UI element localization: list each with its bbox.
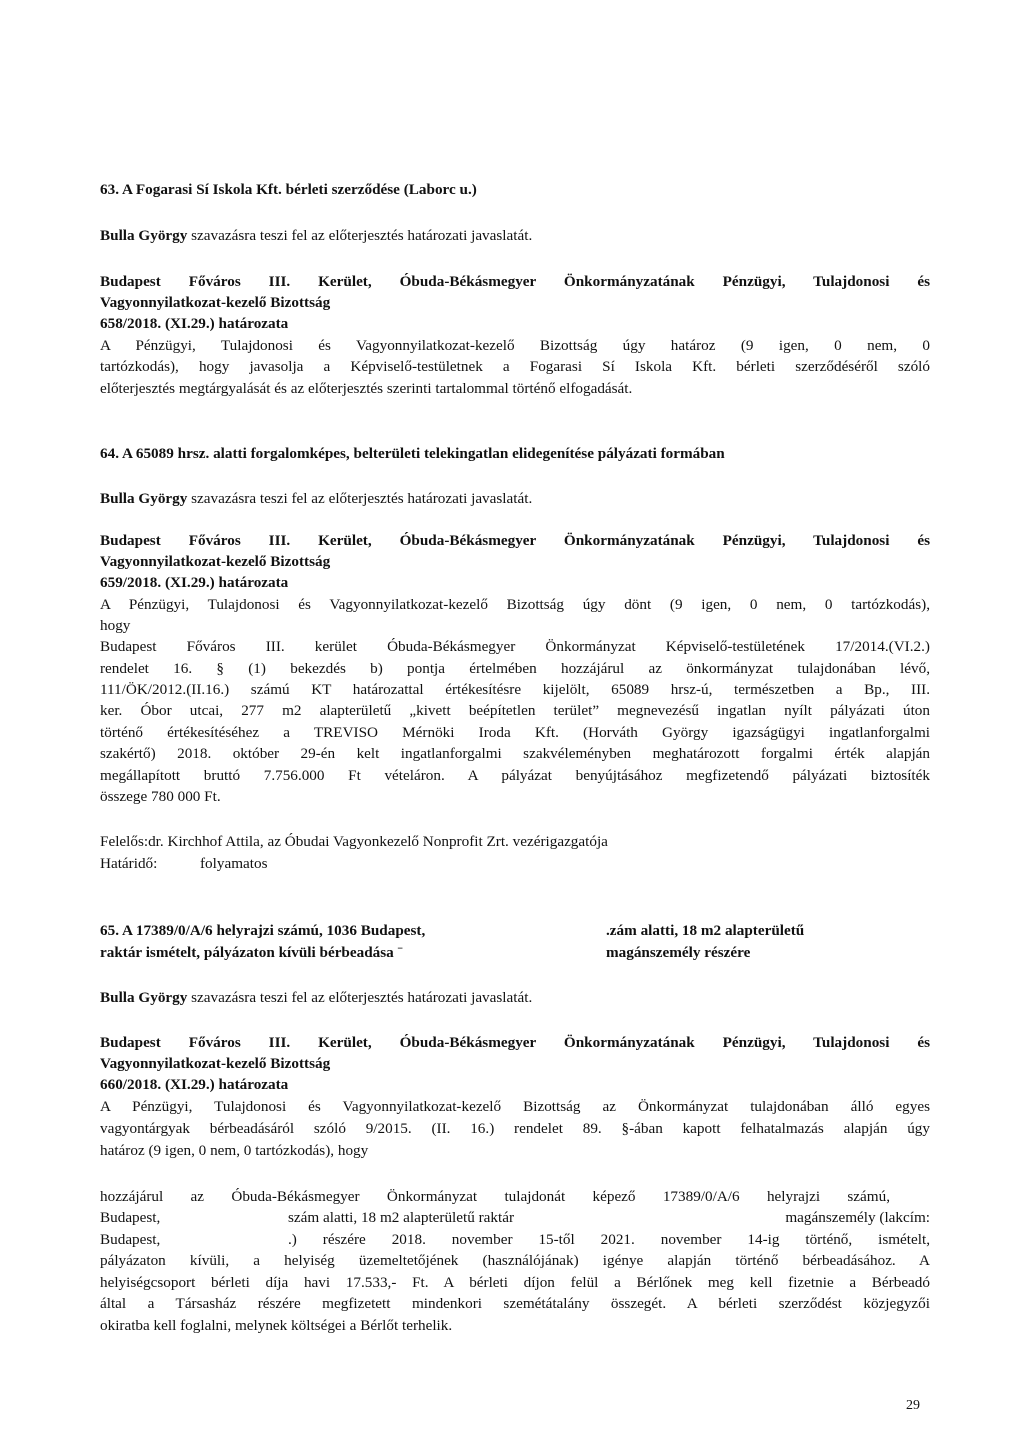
- section-63-vote: Bulla György szavazásra teszi fel az előterjesztés határozati javaslatát.: [100, 227, 533, 244]
- section-64-heading: 64. A 65089 hrsz. alatti forgalomképes, belterületi telekingatlan elidegenítése pályázati formában: [100, 445, 725, 462]
- section-65-vote: Bulla György szavazásra teszi fel az előterjesztés határozati javaslatát.: [100, 989, 533, 1006]
- section-63-resolution: 658/2018. (XI.29.) határozata: [100, 315, 289, 332]
- section-64-committee-line2: Vagyonnyilatkozat-kezelő Bizottság: [100, 553, 331, 570]
- section-65-heading-line1: [100, 921, 930, 941]
- section-64-body-9: megállapított bruttó 7.756.000 Ft vételáron. A pályázat benyújtásához megfizetendő pályázati biztosíték: [100, 767, 930, 784]
- body-5b: szám alatti, 18 m2 alapterületű raktár: [288, 1209, 515, 1226]
- body-5a: Budapest,: [100, 1209, 161, 1226]
- section-65-body-5: [100, 1208, 930, 1228]
- section-65-body-6: [100, 1230, 930, 1250]
- page-number: 29: [906, 1398, 920, 1413]
- section-65-committee-line2: Vagyonnyilatkozat-kezelő Bizottság: [100, 1055, 331, 1072]
- body-6b: .) részére 2018. november 15-től 2021. november 14-ig történő, ismételt,: [288, 1231, 930, 1248]
- section-64-body-2: hogy: [100, 617, 131, 634]
- section-64-body-6: ker. Óbor utcai, 277 m2 alapterületű „kivett beépítetlen terület” megnevezésű ingatlan nyílt pályázati úton: [100, 702, 930, 719]
- section-64-vote: Bulla György szavazásra teszi fel az előterjesztés határozati javaslatát.: [100, 490, 533, 507]
- section-64-body-8: szakértő) 2018. október 29-én kelt ingatlanforgalmi szakvéleményben meghatározott forgalmi érték alapján: [100, 745, 930, 762]
- section-64-body-3: Budapest Főváros III. kerület Óbuda-Békásmegyer Önkormányzat Képviselő-testületének 17/2014.(VI.2.): [100, 638, 930, 655]
- section-63-body-1: A Pénzügyi, Tulajdonosi és Vagyonnyilatkozat-kezelő Bizottság úgy határoz (9 igen, 0 nem, 0: [100, 337, 930, 354]
- section-65-body-9: által a Társasház részére megfizetett mindenkori szemétátalány összegét. A bérleti szerződést közjegyzői: [100, 1295, 930, 1312]
- section-65-body-4: hozzájárul az Óbuda-Békásmegyer Önkormányzat tulajdonát képező 17389/0/A/6 helyrajzi számú,: [100, 1188, 890, 1205]
- section-64-body-7: történő értékesítéséhez a TREVISO Mérnöki Iroda Kft. (Horváth György igazságügyi ingatlanforgalmi: [100, 724, 930, 741]
- section-64-body-10: összege 780 000 Ft.: [100, 788, 221, 805]
- body-6a: Budapest,: [100, 1231, 161, 1248]
- body-5c: magánszemély (lakcím:: [785, 1209, 930, 1226]
- section-64-deadline: [100, 854, 930, 874]
- section-64-responsible: Felelős:dr. Kirchhof Attila, az Óbudai Vagyonkezelő Nonprofit Zrt. vezérigazgatója: [100, 833, 608, 850]
- section-63-body-2: tartózkodás), hogy javasolja a Képviselő-testületnek a Fogarasi Sí Iskola Kft. bérleti szerződéséről szóló: [100, 358, 930, 375]
- section-65-heading-1b: .zám alatti, 18 m2 alapterületű: [606, 922, 805, 939]
- section-65-heading-2b: magánszemély részére: [606, 944, 751, 961]
- section-64-resolution: 659/2018. (XI.29.) határozata: [100, 574, 289, 591]
- section-64-body-4: rendelet 16. § (1) bekezdés b) pontja értelmében hozzájárul az önkormányzat tulajdonában lévő,: [100, 660, 930, 677]
- section-65-body-7: pályázaton kívüli, a helyiség üzemeltetőjének (használójának) igénye alapján történő bérbeadásához. A: [100, 1252, 930, 1269]
- section-65-body-3: határoz (9 igen, 0 nem, 0 tartózkodás), hogy: [100, 1142, 369, 1159]
- section-64-body-5: 111/ÖK/2012.(II.16.) számú KT határozattal értékesítésre kijelölt, 65089 hrsz-ú, természetben a Bp., III.: [100, 681, 930, 698]
- section-65-body-10: okiratba kell foglalni, melynek költségei a Bérlőt terhelik.: [100, 1317, 453, 1334]
- section-63-body-3: előterjesztés megtárgyalását és az előterjesztés szerinti tartalommal történő elfogadását.: [100, 380, 633, 397]
- section-65-heading-1a: 65. A 17389/0/A/6 helyrajzi számú, 1036 Budapest,: [100, 922, 426, 939]
- section-65-body-2: vagyontárgyak bérbeadásáról szóló 9/2015. (II. 16.) rendelet 89. §-ában kapott felhatalmazás alapján úgy: [100, 1120, 930, 1137]
- section-65-committee-line1: Budapest Főváros III. Kerület, Óbuda-Békásmegyer Önkormányzatának Pénzügyi, Tulajdonosi és: [100, 1034, 930, 1051]
- section-63-heading: 63. A Fogarasi Sí Iskola Kft. bérleti szerződése (Laborc u.): [100, 181, 477, 198]
- section-65-resolution: 660/2018. (XI.29.) határozata: [100, 1076, 289, 1093]
- section-64-body-1: A Pénzügyi, Tulajdonosi és Vagyonnyilatkozat-kezelő Bizottság úgy dönt (9 igen, 0 nem, 0 tartózkodás),: [100, 596, 930, 613]
- section-65-body-8: helyiségcsoport bérleti díja havi 17.533,- Ft. A bérleti díjon felül a Bérlőnek meg kell fizetnie a Bérbeadó: [100, 1274, 930, 1291]
- deadline-value: folyamatos: [200, 855, 268, 872]
- deadline-label: Határidő:: [100, 855, 158, 872]
- section-63-committee-line2: Vagyonnyilatkozat-kezelő Bizottság: [100, 294, 331, 311]
- section-64-committee-line1: Budapest Főváros III. Kerület, Óbuda-Békásmegyer Önkormányzatának Pénzügyi, Tulajdonosi és: [100, 532, 930, 549]
- section-65-body-1: A Pénzügyi, Tulajdonosi és Vagyonnyilatkozat-kezelő Bizottság az Önkormányzat tulajdonában álló egyes: [100, 1098, 930, 1115]
- section-65-heading-line2: raktár ismételt, pályázaton kívüli bérbeadása ˉ magánszemély részére: [100, 944, 751, 961]
- section-65-heading-2a: raktár ismételt, pályázaton kívüli bérbeadása: [100, 944, 398, 961]
- section-63-committee-line1: Budapest Főváros III. Kerület, Óbuda-Békásmegyer Önkormányzatának Pénzügyi, Tulajdonosi és: [100, 273, 930, 290]
